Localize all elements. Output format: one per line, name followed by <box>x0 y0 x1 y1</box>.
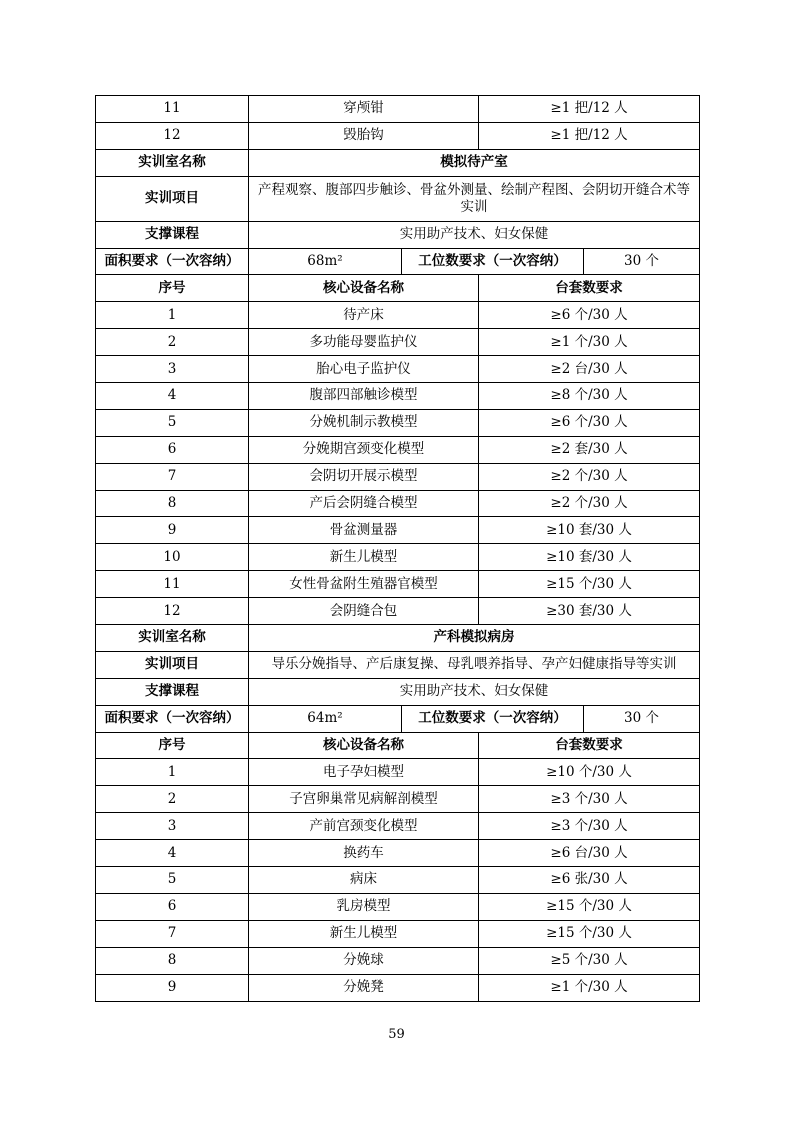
equipment-name: 新生儿模型 <box>249 544 479 571</box>
equipment-name: 会阴缝合包 <box>249 598 479 625</box>
area-label: 面积要求（一次容纳） <box>96 705 249 732</box>
item-number: 7 <box>96 463 249 490</box>
item-number: 3 <box>96 356 249 383</box>
course-text: 实用助产技术、妇女保健 <box>249 678 700 705</box>
station-label: 工位数要求（一次容纳） <box>402 705 584 732</box>
item-number: 4 <box>96 840 249 867</box>
quantity-requirement: ≥15 个/30 人 <box>479 893 700 920</box>
item-number: 7 <box>96 920 249 947</box>
equipment-name: 胎心电子监护仪 <box>249 356 479 383</box>
quantity-requirement: ≥2 个/30 人 <box>479 463 700 490</box>
item-number: 6 <box>96 436 249 463</box>
table-row <box>96 490 700 517</box>
item-number: 5 <box>96 409 249 436</box>
room-name: 产科模拟病房 <box>249 625 700 652</box>
item-number: 8 <box>96 947 249 974</box>
table-row <box>96 122 700 149</box>
equipment-name: 病床 <box>249 867 479 894</box>
item-number: 9 <box>96 517 249 544</box>
item-number: 2 <box>96 786 249 813</box>
station-value: 30 个 <box>584 248 700 275</box>
item-number: 3 <box>96 813 249 840</box>
table-row <box>96 302 700 329</box>
quantity-requirement: ≥2 台/30 人 <box>479 356 700 383</box>
project-text: 导乐分娩指导、产后康复操、母乳喂养指导、孕产妇健康指导等实训 <box>249 651 700 678</box>
item-number: 9 <box>96 974 249 1001</box>
equipment-name: 产前宫颈变化模型 <box>249 813 479 840</box>
table-row <box>96 759 700 786</box>
quantity-requirement: ≥10 套/30 人 <box>479 517 700 544</box>
quantity-requirement: ≥30 套/30 人 <box>479 598 700 625</box>
table-row <box>96 517 700 544</box>
quantity-requirement: ≥15 个/30 人 <box>479 920 700 947</box>
room-name-label: 实训室名称 <box>96 625 249 652</box>
quantity-requirement: ≥1 个/30 人 <box>479 974 700 1001</box>
table-row <box>96 867 700 894</box>
equipment-name: 骨盆测量器 <box>249 517 479 544</box>
project-label: 实训项目 <box>96 651 249 678</box>
project-row <box>96 651 700 678</box>
item-number: 11 <box>96 96 249 123</box>
station-value: 30 个 <box>584 705 700 732</box>
item-number: 12 <box>96 598 249 625</box>
quantity-requirement: ≥5 个/30 人 <box>479 947 700 974</box>
equipment-name: 待产床 <box>249 302 479 329</box>
item-number: 4 <box>96 383 249 410</box>
equipment-name: 穿颅钳 <box>249 96 479 123</box>
table-row <box>96 974 700 1001</box>
table-row <box>96 813 700 840</box>
col-header-number: 序号 <box>96 732 249 759</box>
room-name: 模拟待产室 <box>249 149 700 176</box>
area-value: 68m² <box>249 248 402 275</box>
quantity-requirement: ≥2 套/30 人 <box>479 436 700 463</box>
table-row <box>96 96 700 123</box>
equipment-name: 腹部四部触诊模型 <box>249 383 479 410</box>
quantity-requirement: ≥1 把/12 人 <box>479 122 700 149</box>
equipment-name: 换药车 <box>249 840 479 867</box>
table-row <box>96 571 700 598</box>
column-header-row <box>96 275 700 302</box>
quantity-requirement: ≥6 台/30 人 <box>479 840 700 867</box>
quantity-requirement: ≥1 把/12 人 <box>479 96 700 123</box>
quantity-requirement: ≥10 个/30 人 <box>479 759 700 786</box>
table-row <box>96 947 700 974</box>
table-row <box>96 920 700 947</box>
item-number: 2 <box>96 329 249 356</box>
equipment-name: 子宫卵巢常见病解剖模型 <box>249 786 479 813</box>
table-row <box>96 544 700 571</box>
course-label: 支撑课程 <box>96 678 249 705</box>
col-header-quantity: 台套数要求 <box>479 732 700 759</box>
project-text: 产程观察、腹部四步触诊、骨盆外测量、绘制产程图、会阴切开缝合术等实训 <box>249 176 700 221</box>
quantity-requirement: ≥10 套/30 人 <box>479 544 700 571</box>
quantity-requirement: ≥6 个/30 人 <box>479 409 700 436</box>
table-row <box>96 840 700 867</box>
quantity-requirement: ≥3 个/30 人 <box>479 813 700 840</box>
equipment-name: 会阴切开展示模型 <box>249 463 479 490</box>
course-text: 实用助产技术、妇女保健 <box>249 221 700 248</box>
area-row <box>96 705 700 732</box>
quantity-requirement: ≥6 张/30 人 <box>479 867 700 894</box>
course-label: 支撑课程 <box>96 221 249 248</box>
table-row <box>96 786 700 813</box>
page-number: 59 <box>388 1027 405 1042</box>
equipment-name: 毁胎钩 <box>249 122 479 149</box>
project-label: 实训项目 <box>96 176 249 221</box>
col-header-number: 序号 <box>96 275 249 302</box>
item-number: 6 <box>96 893 249 920</box>
item-number: 8 <box>96 490 249 517</box>
table-row <box>96 383 700 410</box>
table-row <box>96 436 700 463</box>
table-row <box>96 329 700 356</box>
course-row <box>96 678 700 705</box>
equipment-name: 分娩凳 <box>249 974 479 1001</box>
equipment-table <box>95 95 700 1002</box>
table-row <box>96 893 700 920</box>
item-number: 10 <box>96 544 249 571</box>
table-row <box>96 598 700 625</box>
quantity-requirement: ≥1 个/30 人 <box>479 329 700 356</box>
item-number: 5 <box>96 867 249 894</box>
table-row <box>96 463 700 490</box>
area-value: 64m² <box>249 705 402 732</box>
col-header-quantity: 台套数要求 <box>479 275 700 302</box>
col-header-equipment: 核心设备名称 <box>249 732 479 759</box>
equipment-name: 分娩期宫颈变化模型 <box>249 436 479 463</box>
table-row <box>96 409 700 436</box>
col-header-equipment: 核心设备名称 <box>249 275 479 302</box>
area-row <box>96 248 700 275</box>
quantity-requirement: ≥2 个/30 人 <box>479 490 700 517</box>
equipment-name: 电子孕妇模型 <box>249 759 479 786</box>
room-name-label: 实训室名称 <box>96 149 249 176</box>
item-number: 1 <box>96 759 249 786</box>
item-number: 11 <box>96 571 249 598</box>
room-name-row <box>96 625 700 652</box>
item-number: 12 <box>96 122 249 149</box>
item-number: 1 <box>96 302 249 329</box>
equipment-name: 新生儿模型 <box>249 920 479 947</box>
equipment-name: 分娩机制示教模型 <box>249 409 479 436</box>
station-label: 工位数要求（一次容纳） <box>402 248 584 275</box>
equipment-name: 分娩球 <box>249 947 479 974</box>
course-row <box>96 221 700 248</box>
quantity-requirement: ≥8 个/30 人 <box>479 383 700 410</box>
equipment-name: 乳房模型 <box>249 893 479 920</box>
project-row <box>96 176 700 221</box>
equipment-name: 产后会阴缝合模型 <box>249 490 479 517</box>
table-row <box>96 356 700 383</box>
area-label: 面积要求（一次容纳） <box>96 248 249 275</box>
column-header-row <box>96 732 700 759</box>
quantity-requirement: ≥6 个/30 人 <box>479 302 700 329</box>
quantity-requirement: ≥3 个/30 人 <box>479 786 700 813</box>
equipment-name: 多功能母婴监护仪 <box>249 329 479 356</box>
equipment-name: 女性骨盆附生殖器官模型 <box>249 571 479 598</box>
quantity-requirement: ≥15 个/30 人 <box>479 571 700 598</box>
room-name-row <box>96 149 700 176</box>
